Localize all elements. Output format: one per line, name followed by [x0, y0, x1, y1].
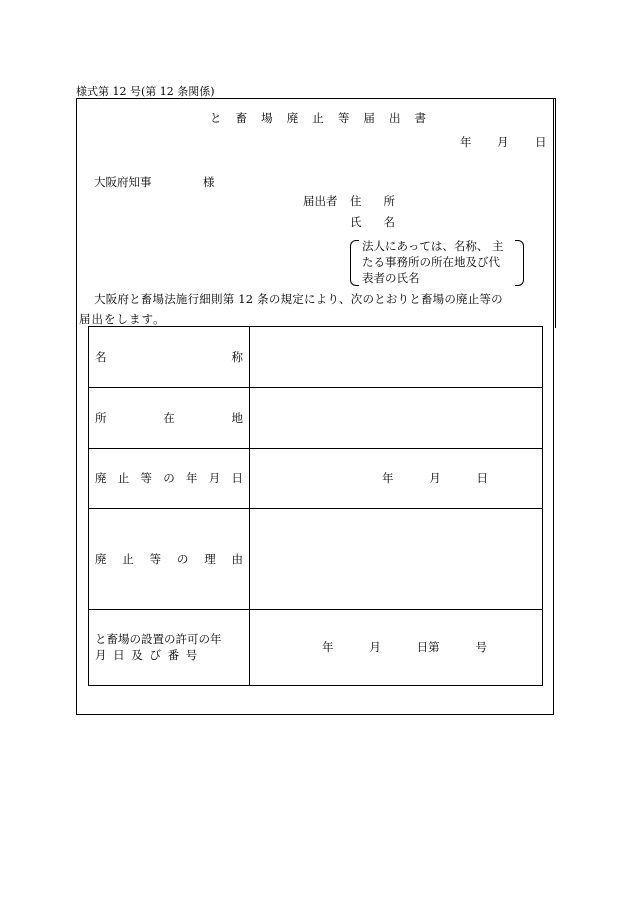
date-month: 月 — [497, 135, 509, 149]
row-label-permit-line-2: 月 日 及 び 番 号 — [95, 648, 199, 662]
name-label: 氏 名 — [350, 215, 395, 229]
row-label-permit-line-1: と畜場の設置の許可の年 — [95, 632, 222, 646]
addressee-honorific: 様 — [203, 175, 215, 189]
table-row-divider — [88, 448, 543, 449]
date-day: 日 — [535, 135, 547, 149]
body-text-line-2: 届出をします。 — [79, 312, 166, 326]
body-text-line-1: 大阪府と畜場法施行細則第 12 条の規定により、次のとおりと畜場の廃止等の — [94, 292, 503, 306]
table-row-divider — [88, 609, 543, 610]
row-label-abolition-reason: 廃 止 等 の 理 由 — [95, 552, 243, 566]
form-frame-edge — [553, 98, 556, 328]
row-label-location: 所 在 地 — [95, 411, 243, 425]
row-label-name: 名 称 — [95, 350, 243, 364]
row-value-permit[interactable]: 年 月 日第 号 — [322, 640, 487, 654]
addressee-name: 大阪府知事 — [94, 175, 152, 189]
form-number: 様式第 12 号(第 12 条関係) — [76, 85, 215, 98]
address-label: 住 所 — [350, 194, 395, 208]
note-line-3: 表者の氏名 — [362, 271, 420, 285]
table-row-divider — [88, 508, 543, 509]
applicant-label: 届出者 — [303, 194, 338, 208]
row-value-abolition-date[interactable]: 年 月 日 — [382, 471, 488, 485]
row-label-abolition-date: 廃 止 等 の 年 月 日 — [95, 471, 243, 485]
note-bracket-right — [515, 240, 524, 286]
form-title: と 畜 場 廃 止 等 届 出 書 — [210, 111, 426, 125]
date-year: 年 — [460, 135, 472, 149]
table-row-divider — [88, 387, 543, 388]
note-line-2: たる事務所の所在地及び代 — [362, 255, 500, 269]
note-line-1: 法人にあっては、名称、 主 — [362, 239, 504, 253]
note-bracket-left — [350, 240, 359, 286]
table-column-divider — [249, 326, 250, 686]
